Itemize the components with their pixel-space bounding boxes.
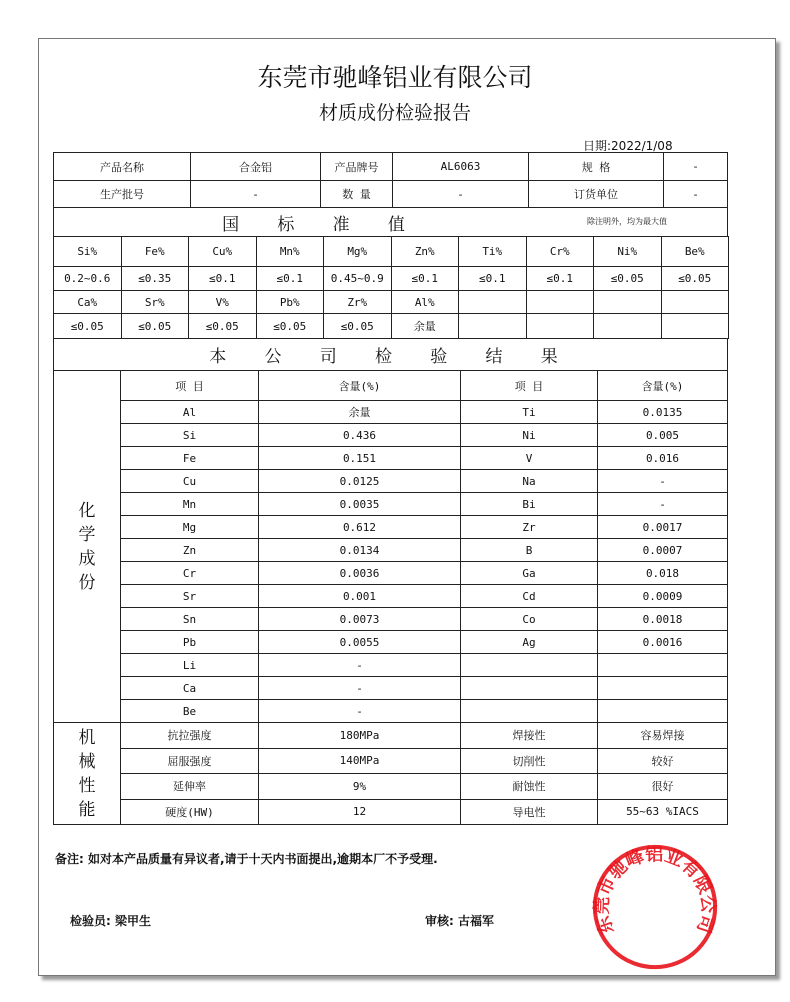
cell: 很好	[598, 774, 728, 800]
remark: 备注: 如对本产品质量有异议者,请于十天内书面提出,逾期本厂不予受理.	[55, 852, 438, 866]
cell: 较好	[598, 748, 728, 774]
cell: Sn	[121, 608, 259, 631]
cell: 0.0125	[259, 470, 461, 493]
table-row	[54, 539, 728, 562]
cell: 0.0017	[598, 516, 728, 539]
cell: 延伸率	[121, 774, 259, 800]
results-title-cell	[54, 339, 728, 371]
value: -	[191, 181, 321, 208]
cell: 0.0009	[598, 585, 728, 608]
std-cell: ≤0.05	[121, 314, 189, 339]
std-cell: ≤0.1	[256, 267, 324, 291]
cell: 0.018	[598, 562, 728, 585]
std-cell: ≤0.05	[661, 267, 729, 291]
std-cell: ≤0.1	[391, 267, 459, 291]
std-cell: ≤0.35	[121, 267, 189, 291]
company-title: 东莞市驰峰铝业有限公司	[257, 63, 533, 92]
std-cell: Ti%	[459, 237, 527, 267]
cell: 0.0016	[598, 631, 728, 654]
cell: Fe	[121, 447, 259, 470]
cell: 0.001	[259, 585, 461, 608]
std-cell: 0.45~0.9	[324, 267, 392, 291]
chem-label: 化学成份	[78, 500, 96, 593]
table-row	[54, 585, 728, 608]
table-row	[54, 493, 728, 516]
cell: 焊接性	[461, 723, 598, 749]
cell: 9%	[259, 774, 461, 800]
cell: 硬度(HW)	[121, 799, 259, 825]
std-cell: Sr%	[121, 291, 189, 314]
cell: 0.612	[259, 516, 461, 539]
cell: 0.0035	[259, 493, 461, 516]
column-header: 含量(%)	[598, 371, 728, 401]
cell: 0.0007	[598, 539, 728, 562]
standard-title-cell	[54, 208, 728, 237]
std-cell: ≤0.1	[189, 267, 257, 291]
empty-cell	[594, 291, 662, 314]
cell: 0.016	[598, 447, 728, 470]
cell: 0.0018	[598, 608, 728, 631]
std-cell: ≤0.05	[324, 314, 392, 339]
results-table	[53, 338, 728, 825]
report-date: 日期:2022/1/08	[583, 139, 673, 153]
empty-cell	[661, 291, 729, 314]
cell: Cd	[461, 585, 598, 608]
cell: -	[259, 654, 461, 677]
cell: 0.436	[259, 424, 461, 447]
cell: Li	[121, 654, 259, 677]
cell: Bi	[461, 493, 598, 516]
cell: Mg	[121, 516, 259, 539]
mech-row	[54, 723, 728, 749]
column-header: 含量(%)	[259, 371, 461, 401]
label: 规 格	[529, 153, 664, 181]
label: 订货单位	[529, 181, 664, 208]
std-value-row	[54, 267, 729, 291]
cell: Ca	[121, 677, 259, 700]
cell	[598, 700, 728, 723]
std-cell: Pb%	[256, 291, 324, 314]
std-cell: 余量	[391, 314, 459, 339]
cell: 0.0135	[598, 401, 728, 424]
std-cell: Zn%	[391, 237, 459, 267]
table-row	[54, 447, 728, 470]
cell: 55~63 %IACS	[598, 799, 728, 825]
table-row	[54, 631, 728, 654]
label: 生产批号	[54, 181, 191, 208]
cell: 140MPa	[259, 748, 461, 774]
table-row	[54, 654, 728, 677]
empty-cell	[526, 314, 594, 339]
cell: Ti	[461, 401, 598, 424]
table-row	[54, 424, 728, 447]
column-header: 项 目	[121, 371, 259, 401]
std-cell: ≤0.05	[594, 267, 662, 291]
label: 数 量	[321, 181, 393, 208]
cell: 导电性	[461, 799, 598, 825]
cell: Cr	[121, 562, 259, 585]
std-cell: ≤0.05	[54, 314, 122, 339]
cell: 0.0036	[259, 562, 461, 585]
cell: Al	[121, 401, 259, 424]
mech-label-cell	[54, 723, 121, 825]
table-row	[54, 470, 728, 493]
empty-cell	[526, 291, 594, 314]
mech-label: 机械性能	[78, 727, 96, 820]
std-cell: Mn%	[256, 237, 324, 267]
results-title: 本 公 司 检 验 结 果	[209, 347, 572, 367]
label: 产品名称	[54, 153, 191, 181]
std-cell: Cr%	[526, 237, 594, 267]
table-row	[54, 516, 728, 539]
cell: 12	[259, 799, 461, 825]
info-row	[54, 181, 728, 208]
cell: -	[259, 677, 461, 700]
cell: 180MPa	[259, 723, 461, 749]
standard-table	[53, 236, 729, 339]
table-row	[54, 608, 728, 631]
value: 合金铝	[191, 153, 321, 181]
cell	[598, 654, 728, 677]
cell	[461, 654, 598, 677]
cell	[461, 677, 598, 700]
cell	[461, 700, 598, 723]
std-cell: Be%	[661, 237, 729, 267]
std-cell: 0.2~0.6	[54, 267, 122, 291]
standard-title: 国 标 准 值	[222, 214, 419, 235]
cell: 0.005	[598, 424, 728, 447]
empty-cell	[459, 314, 527, 339]
cell: 0.0134	[259, 539, 461, 562]
cell: 0.0073	[259, 608, 461, 631]
cell: V	[461, 447, 598, 470]
cell: 耐蚀性	[461, 774, 598, 800]
std-head-row	[54, 291, 729, 314]
cell: B	[461, 539, 598, 562]
cell	[598, 677, 728, 700]
std-cell: ≤0.1	[526, 267, 594, 291]
mech-row	[54, 748, 728, 774]
cell: -	[598, 493, 728, 516]
std-cell: ≤0.05	[189, 314, 257, 339]
cell: Co	[461, 608, 598, 631]
inspector: 检验员: 梁甲生	[70, 914, 151, 928]
table-row	[54, 677, 728, 700]
cell: Na	[461, 470, 598, 493]
product-info-table	[53, 152, 728, 237]
cell: Zn	[121, 539, 259, 562]
cell: 0.0055	[259, 631, 461, 654]
cell: Si	[121, 424, 259, 447]
info-row	[54, 153, 728, 181]
cell: 切削性	[461, 748, 598, 774]
empty-cell	[594, 314, 662, 339]
std-value-row	[54, 314, 729, 339]
company-seal	[590, 842, 720, 972]
cell: Ni	[461, 424, 598, 447]
cell: Ag	[461, 631, 598, 654]
standard-note: 除注明外，均为最大值	[587, 216, 667, 226]
std-cell: ≤0.05	[256, 314, 324, 339]
cell: Ga	[461, 562, 598, 585]
cell: Be	[121, 700, 259, 723]
value: -	[664, 181, 728, 208]
table-row	[54, 700, 728, 723]
cell: Zr	[461, 516, 598, 539]
mech-row	[54, 774, 728, 800]
results-header-row	[54, 371, 728, 401]
cell: 抗拉强度	[121, 723, 259, 749]
svg-text:东莞市驰峰铝业有限公司	[592, 843, 719, 937]
std-cell: Mg%	[324, 237, 392, 267]
value: AL6063	[393, 153, 529, 181]
label: 产品牌号	[321, 153, 393, 181]
std-cell: Cu%	[189, 237, 257, 267]
value: -	[393, 181, 529, 208]
value: -	[664, 153, 728, 181]
cell: 0.151	[259, 447, 461, 470]
cell: 容易焊接	[598, 723, 728, 749]
table-row	[54, 562, 728, 585]
cell: -	[259, 700, 461, 723]
std-cell: Si%	[54, 237, 122, 267]
std-cell: Fe%	[121, 237, 189, 267]
cell: 余量	[259, 401, 461, 424]
std-cell: ≤0.1	[459, 267, 527, 291]
table-row	[54, 401, 728, 424]
cell: Mn	[121, 493, 259, 516]
cell: Pb	[121, 631, 259, 654]
cell: -	[598, 470, 728, 493]
std-cell: V%	[189, 291, 257, 314]
empty-cell	[661, 314, 729, 339]
std-cell: Ca%	[54, 291, 122, 314]
empty-cell	[459, 291, 527, 314]
cell: Sr	[121, 585, 259, 608]
std-cell: Zr%	[324, 291, 392, 314]
report-subtitle: 材质成份检验报告	[318, 102, 471, 124]
std-head-row	[54, 237, 729, 267]
seal-text: 东莞市驰峰铝业有限公司	[591, 844, 719, 938]
chem-label-cell	[54, 371, 121, 723]
reviewer: 审核: 古福军	[425, 914, 494, 928]
cell: Cu	[121, 470, 259, 493]
cell: 屈服强度	[121, 748, 259, 774]
std-cell: Ni%	[594, 237, 662, 267]
column-header: 项 目	[461, 371, 598, 401]
std-cell: Al%	[391, 291, 459, 314]
mech-row	[54, 799, 728, 825]
